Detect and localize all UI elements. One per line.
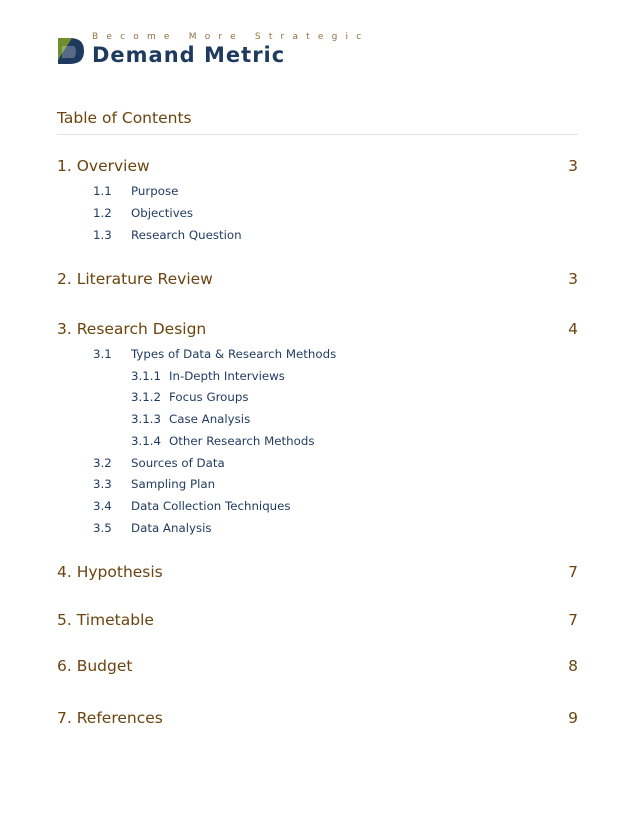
toc-section-literature-review[interactable] <box>57 270 578 288</box>
toc-subsub-number: 3.1.1 <box>131 369 162 383</box>
toc-page-number: 3 <box>568 270 578 288</box>
toc-section-hypothesis[interactable] <box>57 563 578 581</box>
demand-metric-logo <box>56 32 370 72</box>
toc-section-label: 4. Hypothesis <box>57 563 163 581</box>
toc-sub-number: 1.2 <box>93 206 112 220</box>
toc-page-number: 7 <box>568 563 578 581</box>
toc-sub-label: Data Analysis <box>131 521 212 535</box>
toc-subsub-number: 3.1.3 <box>131 412 162 426</box>
toc-divider <box>57 134 578 135</box>
toc-page-number: 8 <box>568 657 578 675</box>
toc-section-overview[interactable] <box>57 157 578 175</box>
toc-subsub-label: In-Depth Interviews <box>169 369 285 383</box>
toc-sub-label: Purpose <box>131 184 179 198</box>
toc-sub-label: Data Collection Techniques <box>131 499 291 513</box>
toc-sub-label: Research Question <box>131 228 242 242</box>
logo-mark-icon <box>56 36 86 66</box>
toc-subsub-label: Focus Groups <box>169 390 249 404</box>
toc-sub-number: 1.1 <box>93 184 112 198</box>
toc-sub-label: Sources of Data <box>131 456 225 470</box>
toc-section-label: 3. Research Design <box>57 320 207 338</box>
toc-section-label: 5. Timetable <box>57 611 154 629</box>
toc-title: Table of Contents <box>57 109 192 127</box>
toc-section-label: 1. Overview <box>57 157 150 175</box>
toc-subsub-label: Other Research Methods <box>169 434 315 448</box>
toc-sub-number: 3.4 <box>93 499 112 513</box>
toc-section-budget[interactable] <box>57 657 578 675</box>
toc-page-number: 4 <box>568 320 578 338</box>
toc-section-label: 2. Literature Review <box>57 270 213 288</box>
toc-sub-number: 3.1 <box>93 347 112 361</box>
logo-brand-name: Demand Metric <box>92 43 286 67</box>
toc-page-number: 3 <box>568 157 578 175</box>
toc-section-label: 7. References <box>57 709 163 727</box>
toc-subsub-label: Case Analysis <box>169 412 251 426</box>
toc-page-number: 9 <box>568 709 578 727</box>
toc-sub-label: Types of Data & Research Methods <box>131 347 337 361</box>
toc-section-label: 6. Budget <box>57 657 133 675</box>
toc-sub-label: Objectives <box>131 206 194 220</box>
toc-section-timetable[interactable] <box>57 611 578 629</box>
toc-sub-number: 3.5 <box>93 521 112 535</box>
toc-section-research-design[interactable] <box>57 320 578 338</box>
toc-sub-number: 3.2 <box>93 456 112 470</box>
toc-sub-number: 3.3 <box>93 477 112 491</box>
toc-sub-number: 1.3 <box>93 228 112 242</box>
toc-page-number: 7 <box>568 611 578 629</box>
toc-subsub-number: 3.1.4 <box>131 434 162 448</box>
logo-tagline: Become More Strategic <box>92 32 370 42</box>
toc-sub-label: Sampling Plan <box>131 477 216 491</box>
toc-subsub-number: 3.1.2 <box>131 390 162 404</box>
toc-section-references[interactable] <box>57 709 578 727</box>
